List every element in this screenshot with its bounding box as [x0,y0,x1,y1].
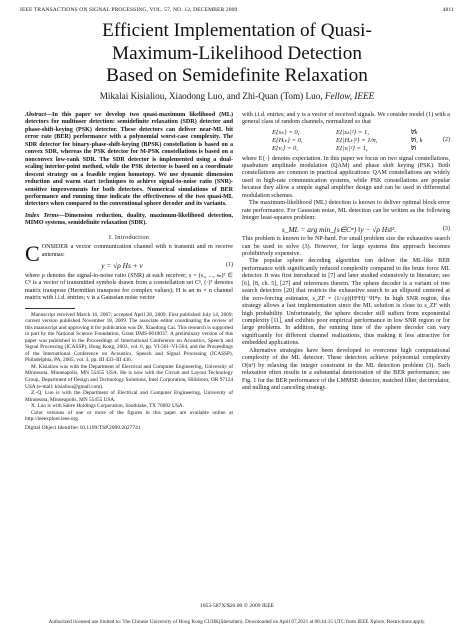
footnote-x-luo: X. Luo is with Sabre Holdings Corporation, Southlake, TX 76092 USA. [31,403,184,410]
eq2-r3-c2: E{|vᵢ|²} = 1, [336,145,368,153]
equation-1-number: (1) [225,262,233,269]
index-terms-text: Dimension reduction, duality, maximum-likelihood detection, MIMO systems, semidefinite relaxation (SDR). [25,212,234,227]
intro-text-1: ONSIDER a vector communication channel with n transmit and m receive antennas: [41,244,233,258]
eq2-r1-c2: E{|sₖ|²} = 1, [336,128,369,136]
equation-2-body [272,129,430,154]
title-line-3: Based on Semidefinite Relaxation [106,65,368,86]
author-names: Mikalai Kisialiou, Xiaodong Luo, and Zhi-Quan (Tom) Luo, [99,91,323,101]
running-header [20,7,454,16]
eq2-r1-c1: E{sₖ} = 0, [272,128,300,136]
right-paragraph-4: This problem is known to be NP-hard. For small problem size the exhaustive search can be used to solve (3). However, for large systems this approach becomes prohibitively expensive. [242,236,450,257]
right-paragraph-1: with i.i.d. entries; and y is a vector of received signals. We consider model (1) with a general class of random channels, normalized so that [242,112,450,126]
equation-3 [242,226,450,233]
eq2-r2-c2: E{|Hᵢₖ|²} = 1/n, [336,137,378,145]
left-column [25,112,233,431]
eq2-r1-c3: ∀k [410,128,418,136]
page-number: 4811 [442,7,454,13]
equation-1 [25,262,233,269]
abstract-text: In this paper we develop two quasi-maximum likelihood (ML) detectors for multiuser detection: semidefinite relaxation (SDR) detector and phase-shift-keying (PSK) detector. These detectors can deliver near-ML bit error rate (BER) performance with a polynomial worst-case complexity. The SDR detector for binary-phase-shift-keying (BPSK) constellation is based on a convex SDR, whereas the PSK detector for M-PSK constellations is based on a nonconvex low-rank SDR. The SDR detector is implemented using a dual-scaling interior-point method, while the PSK detector is based on a coordinate descent strategy on a feasible region homotopy. We use dynamic dimension reduction and warm start techniques to achieve signal-to-noise ratio (SNR)-sensitive improvements for both detectors. Numerical simulations of BER performance and running time indicate the effectiveness of the two quasi-ML detectors when compared to the conventional sphere decoder and its variants. [25,112,233,208]
eq2-r2-c1: E{Hᵢₖ} = 0, [272,137,303,145]
abstract [25,112,233,209]
paper-title [30,20,444,88]
journal-name: IEEE TRANSACTIONS ON SIGNAL PROCESSING, VOL. 57, NO. 12, DECEMBER 2009 [20,7,238,13]
index-terms [25,213,233,228]
drop-cap: C [25,241,40,267]
title-line-2: Maximum-Likelihood Detection [112,42,362,64]
footnote-rule [25,308,75,309]
author-line [30,91,444,101]
right-paragraph-3: The maximum-likelihood (ML) detection is known to deliver optimal block error rate performance. For Gaussian noise, ML detection can be written as the following Integer least-squares problem: [242,200,450,222]
intro-paragraph-2: where ρ denotes the signal-to-noise ratio (SNR) at each receiver; s = (s₁, ..., sₙ)ᵀ ∈ Cⁿ is a vector of transmitted symbols drawn from a constellation set Cⁿ, (·)ᵀ denotes matrix transpose (Hermitian transpose for complex values); H is an m × n channel matrix with i.i.d. entries; v is a Gaussian noise vector [25,272,233,302]
right-paragraph-5: The popular sphere decoding algorithm can deliver the ML-like BER performance with significantly reduced complexity compared to the brute force ML detector. It was first introduced in [7] and later studied extensively in literature; see [6], [8, ch. 5], [27] and references therein. The sphere decoder is a variant of tree search detectors [20] that restricts the exhaustive search to an ellipsoid centered at the zero-forcing estimator, s_ZF = (1/√ρ)(HᴴH)⁻¹Hᴴy. In high SNR region, this strategy allows a fast implementation since the ML solution is close to s_ZF with high probability. Unfortunately, the sphere decoder still suffers from exponential complexity [11], and exhibits poor empirical performance in low SNR region or for large problems. In addition, the running time of the sphere decoder can vary significantly for different channel realizations, thus making it less attractive for embedded applications. [242,258,450,347]
author-membership: Fellow, IEEE [324,91,375,101]
eq2-r3-c3: ∀i [410,145,417,153]
index-terms-label: Index Terms— [25,212,65,219]
right-column [242,112,450,393]
section-heading-introduction: I. Introduction [108,233,150,241]
abstract-label: Abstract— [25,112,53,118]
doi: Digital Object Identifier 10.1109/TSP.2009.2027741 [25,424,141,431]
equation-1-body: y = √ρ Hs + v [101,261,143,271]
license-notice: Authorized licensed use limited to: The Chinese University of Hong Kong CUHK(Shenzhen). Downloaded on April 07,2021 at 08:44:15 UTC from IEEE Xplore. Restrictions apply. [48,619,426,625]
footnote-kisialiou: M. Kisialiou was with the Department of Electrical and Computer Engineering, University of Minnesota, Minneapolis, MN 55455 USA. He is now with the Circuit and Layout Technology Group, Department of Design and Technology Solutions, Intel Corporation, Hillsboro, OR 97124 USA (e-mail: kisialiou@gmail.com). [25,363,233,390]
right-paragraph-6: Alternative strategies have been developed to overcome high computational complexity of the ML detector. These detectors achieve polynomial complexity O(n³) by relaxing the integer constraint in the ML detection problem (3). Such relaxation often results in a substantial deterioration of the BER performance; see Fig. 1 for the BER performance of the LMMSE detector, matched filter, decorrelator, and nulling and canceling strategy. [242,347,450,392]
equation-2-number: (2) [442,137,450,144]
footnote-manuscript: Manuscript received March 16, 2007; accepted April 28, 2009. First published July 14, 2009; current version published November 18, 2009. The associate editor coordinating the review of this manuscript and approving it for publication was Dr. Xiaodong Cai. This research is supported in part by the National Science Foundation, Grant DMS-0610037. A preliminary version of this paper was published in the Proceedings of International Conference on Acoustics, Speech and Signal Processing (ICASSP), Hong Kong, 2003, vol. 6, pp. VI-561–VI-564, and the Proceedings of the International Conference on Acoustics, Speech and Signal Processing (ICASSP), Philadelphia, PA, 2005, vol. 3, pp. III 433–III 436. [25,311,233,364]
equation-3-body: s_ML = arg min_{s∈Cⁿ} ‖y − √ρ Hs‖². [281,224,397,234]
right-paragraph-2: where E{·} denotes expectation. In this paper we focus on two signal constellations, quadrature amplitude modulation (QAM) and phase shift keying (PSK). Both constellations are common in practical applications: QAM constellations are widely used in high-rate communication systems, while PSK constellations are popular because they allow a simple signal amplifier design and can be used in differential modulation schemes. [242,155,450,199]
eq2-r3-c1: E{vᵢ} = 0, [272,145,298,153]
equation-2 [242,129,450,154]
equation-3-number: (3) [442,225,450,232]
footnote-color-versions: Color versions of one or more of the figures in this paper are available online at http://ieeexplore.ieee.org. [25,409,233,423]
copyright-footer: 1053-587X/$26.00 © 2009 IEEE [199,603,275,609]
title-line-1: Efficient Implementation of Quasi- [102,20,372,41]
footnote-zq-luo: Z.-Q. Luo is with the Department of Electrical and Computer Engineering, University of Minnesota, Minneapolis, MN 55455 USA. [25,390,233,403]
eq2-r2-c3: ∀i, k [410,137,423,145]
footnotes [25,312,233,432]
